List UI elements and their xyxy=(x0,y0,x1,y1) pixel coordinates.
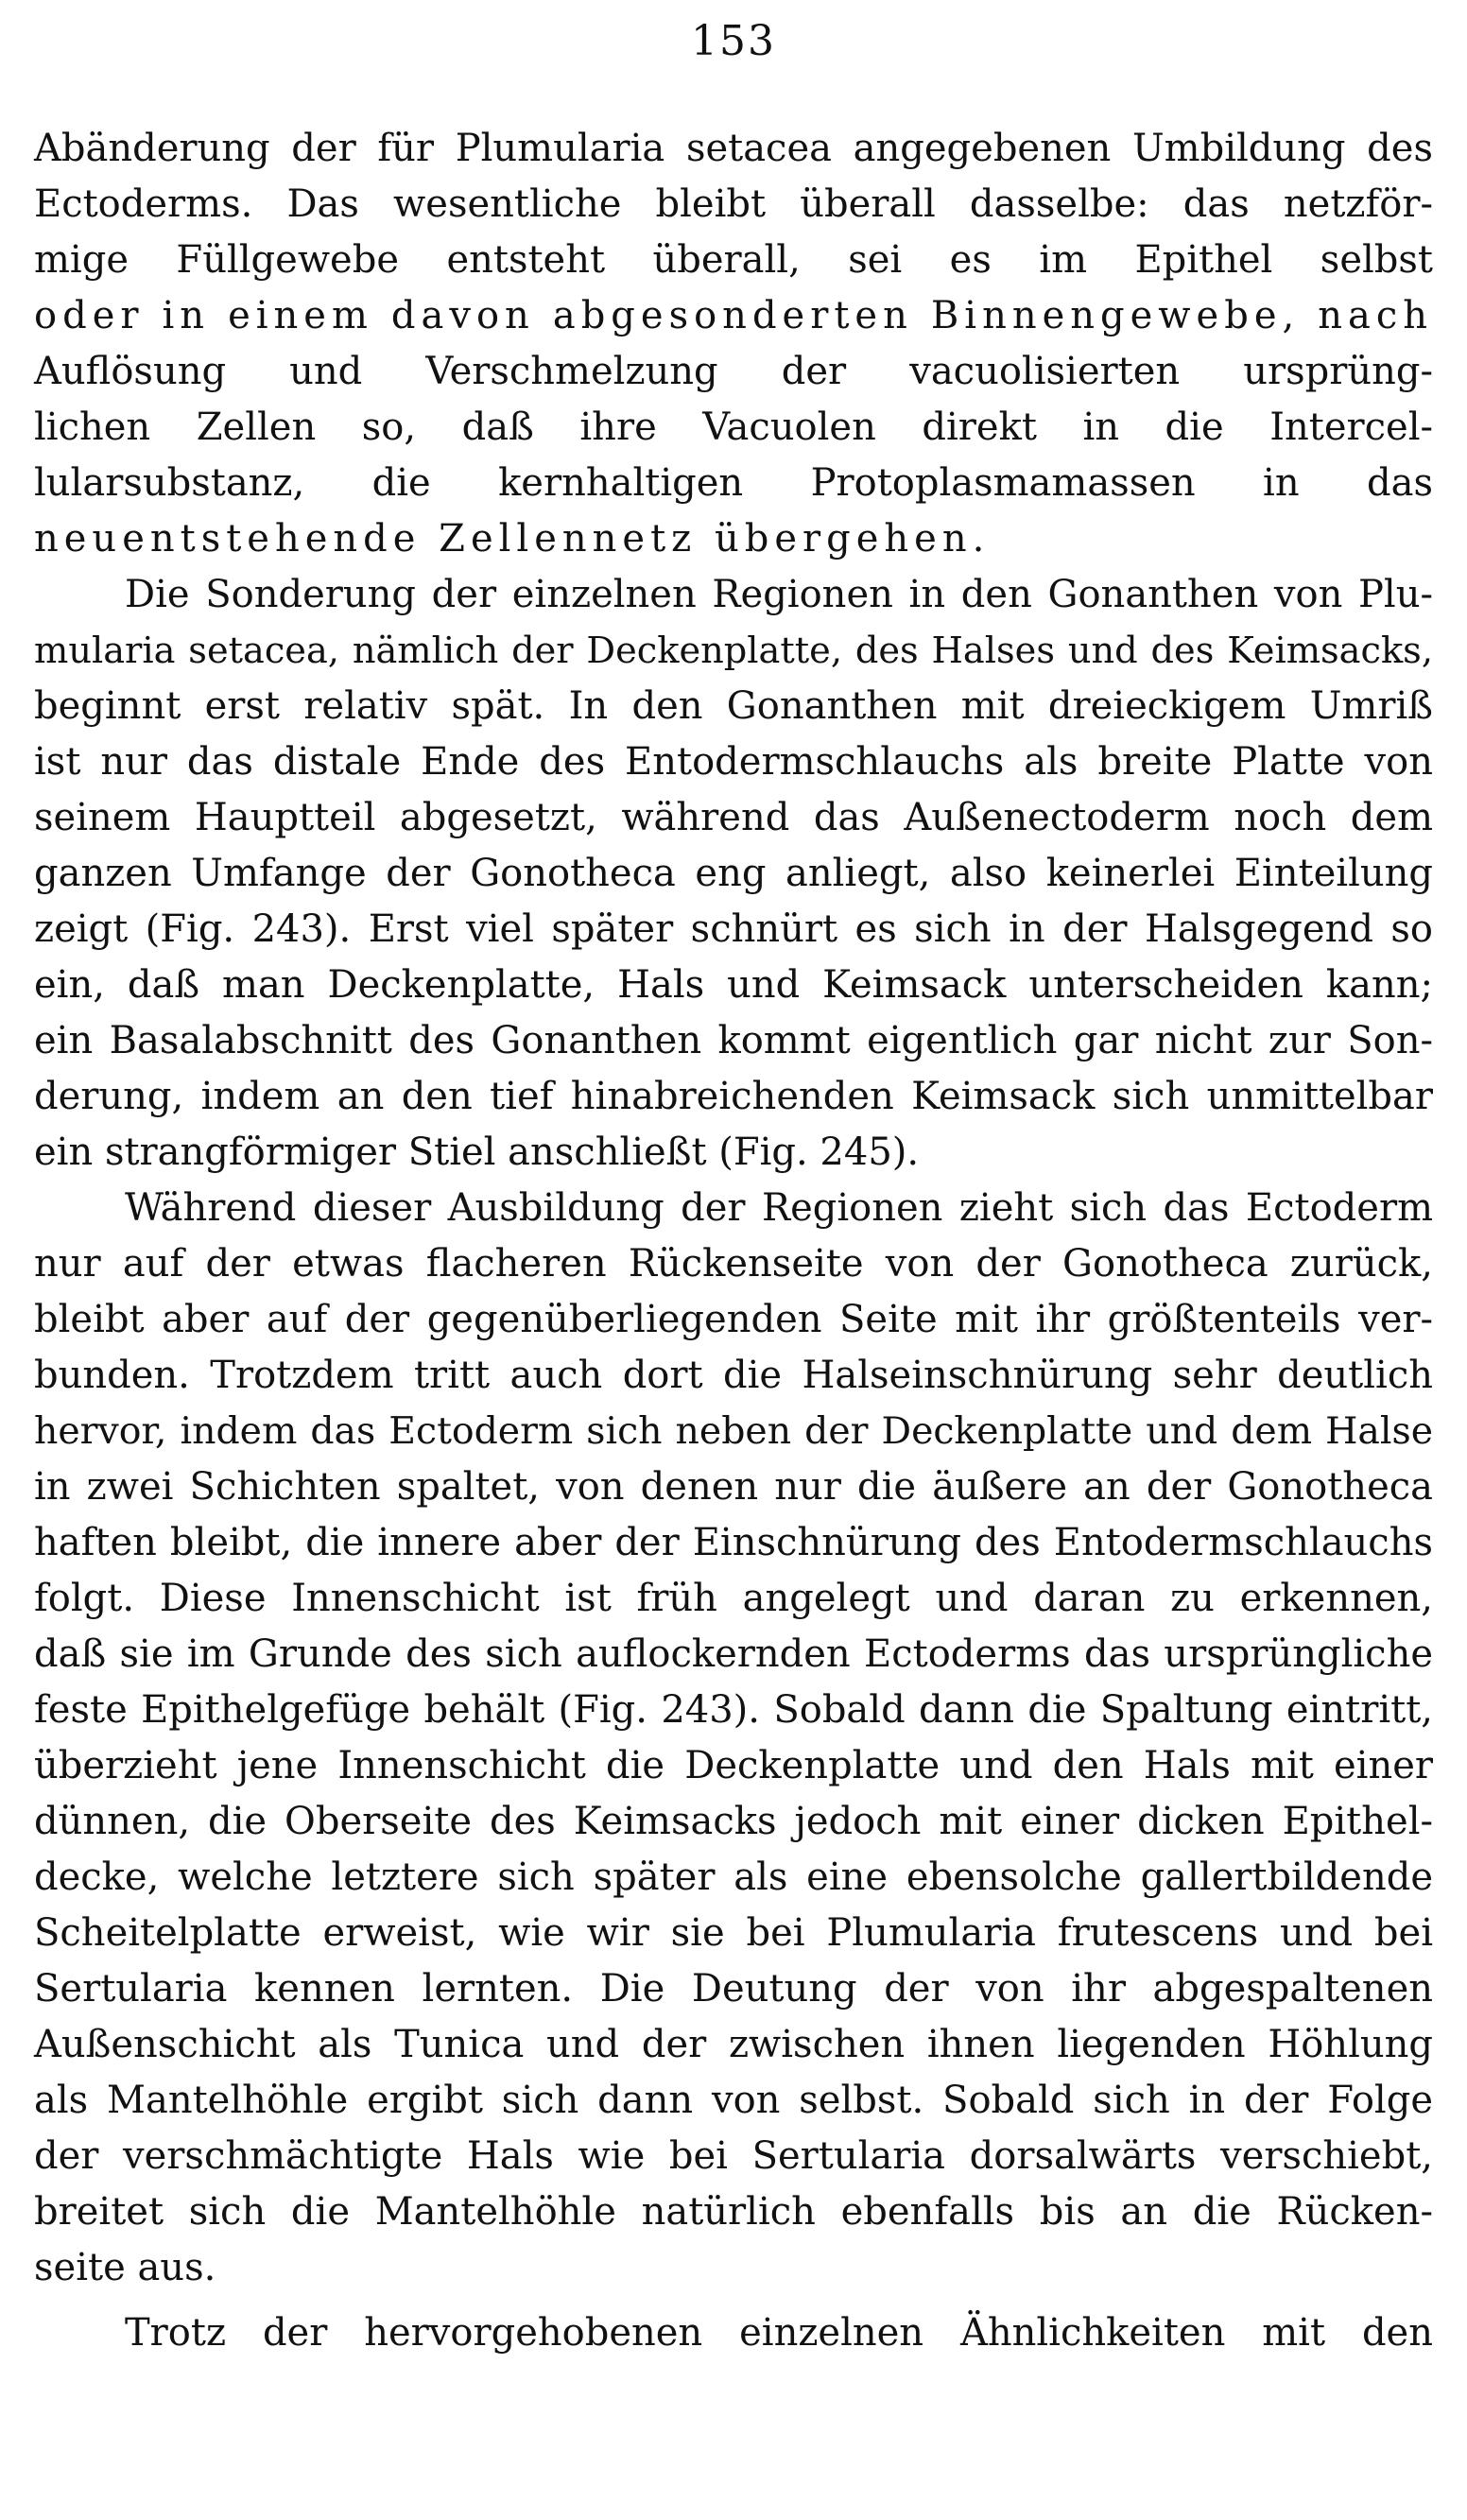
text-line: als Mantelhöhle ergibt sich dann von selbst. Sobald sich in der Folge xyxy=(34,2079,1433,2122)
text-line: zeigt (Fig. 243). Erst viel später schnürt es sich in der Halsgegend so xyxy=(34,907,1433,951)
text-line: Die Sonderung der einzelnen Regionen in den Gonanthen von Plu- xyxy=(125,573,1433,616)
text-line: in zwei Schichten spaltet, von denen nur die äußere an der Gonotheca xyxy=(34,1465,1433,1509)
text-line: Außenschicht als Tunica und der zwischen ihnen liegenden Höhlung xyxy=(34,2023,1433,2066)
text-line: breitet sich die Mantelhöhle natürlich ebenfalls bis an die Rücken- xyxy=(34,2190,1433,2234)
text-line: seite aus. xyxy=(34,2246,216,2289)
text-line: nur auf der etwas flacheren Rückenseite von der Gonotheca zurück, xyxy=(34,1242,1433,1286)
text-line: seinem Hauptteil abgesetzt, während das Außenectoderm noch dem xyxy=(34,796,1433,839)
text-line: ein, daß man Deckenplatte, Hals und Keimsack unterscheiden kann; xyxy=(34,963,1433,1007)
paragraph-2 xyxy=(34,567,1433,1181)
text-line: Sertularia kennen lernten. Die Deutung der von ihr abgespaltenen xyxy=(34,1967,1433,2011)
text-line: Ectoderms. Das wesentliche bleibt überall dasselbe: das netzför- xyxy=(34,182,1433,226)
body-text xyxy=(34,121,1433,2361)
text-line: feste Epithelgefüge behält (Fig. 243). Sobald dann die Spaltung eintritt, xyxy=(34,1688,1433,1732)
text-line: haften bleibt, die innere aber der Einschnürung des Entodermschlauchs xyxy=(34,1521,1433,1564)
text-line: lichen Zellen so, daß ihre Vacuolen direkt in die Intercel- xyxy=(34,406,1433,449)
text-line: decke, welche letztere sich später als eine ebensolche gallertbildende xyxy=(34,1855,1433,1899)
text-line: ein Basalabschnitt des Gonanthen kommt eigentlich gar nicht zur Son- xyxy=(34,1019,1433,1062)
text-line: hervor, indem das Ectoderm sich neben der Deckenplatte und dem Halse xyxy=(34,1409,1433,1453)
text-line: mige Füllgewebe entsteht überall, sei es im Epithel selbst xyxy=(34,238,1433,282)
text-line: neuentstehende Zellennetz übergehen. xyxy=(34,517,991,561)
paragraph-4 xyxy=(34,2305,1433,2361)
text-line: folgt. Diese Innenschicht ist früh angelegt und daran zu erkennen, xyxy=(34,1577,1433,1620)
text-line: ist nur das distale Ende des Entodermschlauchs als breite Platte von xyxy=(34,740,1433,784)
text-line: beginnt erst relativ spät. In den Gonanthen mit dreieckigem Umriß xyxy=(34,684,1433,728)
paragraph-3 xyxy=(34,1181,1433,2296)
paragraph-1 xyxy=(34,121,1433,567)
text-line: daß sie im Grunde des sich auflockernden Ectoderms das ursprüngliche xyxy=(34,1632,1433,1676)
page-number: 153 xyxy=(691,17,776,65)
text-line: bleibt aber auf der gegenüberliegenden Seite mit ihr größtenteils ver- xyxy=(34,1298,1433,1341)
text-line: Abänderung der für Plumularia setacea angegebenen Umbildung des xyxy=(34,127,1433,170)
text-line: oder in einem davon abgesonderten Binnengewebe, nach xyxy=(34,294,1433,337)
text-line: derung, indem an den tief hinabreichenden Keimsack sich unmittelbar xyxy=(34,1075,1433,1118)
text-line: Auflösung und Verschmelzung der vacuolisierten ursprüng- xyxy=(34,350,1433,393)
text-line: bunden. Trotzdem tritt auch dort die Halseinschnürung sehr deutlich xyxy=(34,1354,1433,1397)
text-line: Scheitelplatte erweist, wie wir sie bei Plumularia frutescens und bei xyxy=(34,1911,1433,1955)
text-line: überzieht jene Innenschicht die Deckenplatte und den Hals mit einer xyxy=(34,1744,1433,1787)
text-line: dünnen, die Oberseite des Keimsacks jedoch mit einer dicken Epithel- xyxy=(34,1800,1433,1843)
text-line: ganzen Umfange der Gonotheca eng anliegt, also keinerlei Einteilung xyxy=(34,852,1433,895)
text-line: der verschmächtigte Hals wie bei Sertularia dorsalwärts verschiebt, xyxy=(34,2134,1433,2178)
text-line: lularsubstanz, die kernhaltigen Protoplasmamassen in das xyxy=(34,461,1433,505)
text-line: ein strangförmiger Stiel anschließt (Fig. 245). xyxy=(34,1131,920,1174)
text-line: Trotz der hervorgehobenen einzelnen Ähnlichkeiten mit den xyxy=(125,2311,1433,2355)
text-line: Während dieser Ausbildung der Regionen zieht sich das Ectoderm xyxy=(125,1186,1433,1230)
text-line: mularia setacea, nämlich der Deckenplatte, des Halses und des Keimsacks, xyxy=(34,630,1433,672)
